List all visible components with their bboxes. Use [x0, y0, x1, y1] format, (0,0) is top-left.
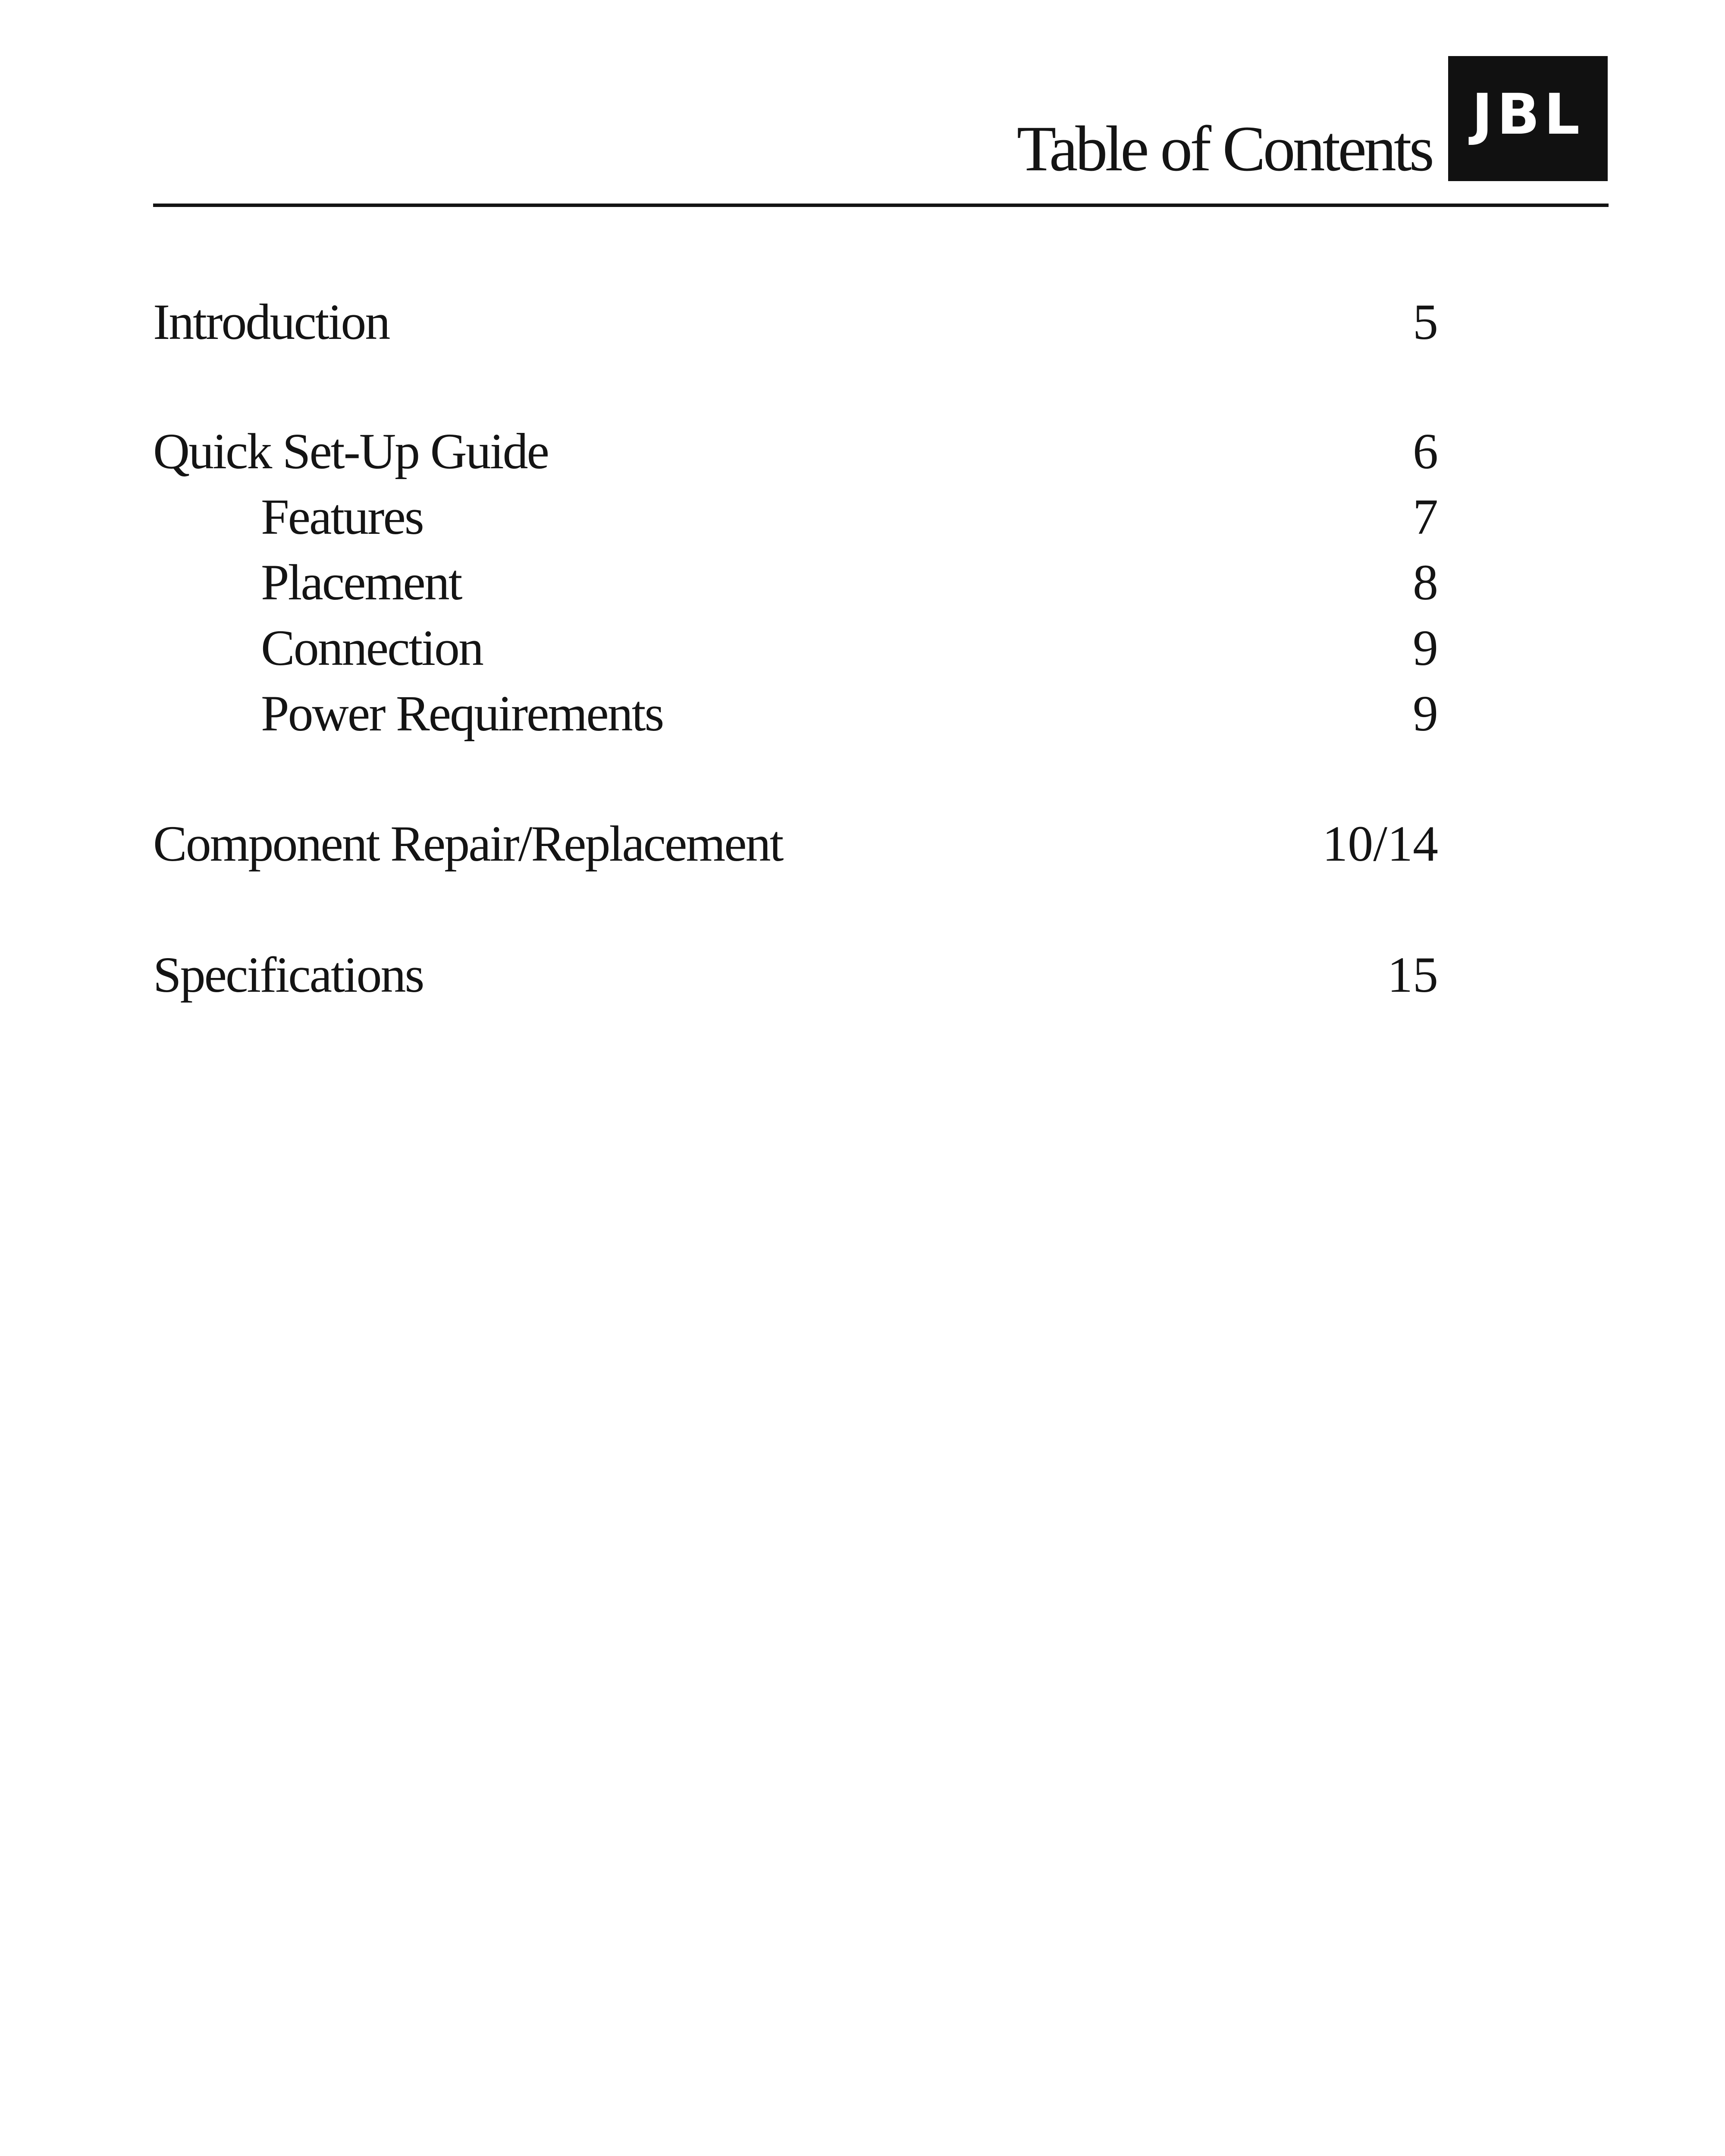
toc-entry-label: Placement — [261, 554, 461, 611]
toc-entry-label: Specifications — [153, 946, 423, 1003]
toc-entry-page: 8 — [1413, 554, 1438, 611]
toc-entry-label: Introduction — [153, 294, 389, 350]
toc-entry-power-requirements[interactable] — [261, 681, 1438, 746]
toc-entry-page: 10/14 — [1322, 815, 1438, 872]
toc-entry-label: Power Requirements — [261, 685, 663, 742]
toc-entry-quick-set-up-guide[interactable] — [153, 419, 1438, 484]
jbl-logo — [1448, 56, 1608, 181]
toc-entry-placement[interactable] — [261, 550, 1438, 615]
toc-entry-connection[interactable] — [261, 616, 1438, 680]
toc-entry-page: 9 — [1413, 620, 1438, 676]
toc-entry-component-repair[interactable] — [153, 812, 1438, 876]
toc-entry-page: 7 — [1413, 489, 1438, 545]
toc-entry-label: Features — [261, 489, 423, 545]
toc-entry-introduction[interactable] — [153, 290, 1438, 354]
toc-entry-label: Connection — [261, 620, 483, 676]
toc-entry-page: 5 — [1413, 294, 1438, 350]
toc-entry-features[interactable] — [261, 485, 1438, 549]
toc-entry-specifications[interactable] — [153, 943, 1438, 1007]
page-title: Table of Contents — [1016, 113, 1432, 185]
toc-entry-page: 6 — [1413, 423, 1438, 479]
jbl-logo-text: JBL — [1471, 81, 1584, 147]
toc-entry-page: 9 — [1413, 685, 1438, 742]
toc-entry-page: 15 — [1387, 946, 1438, 1003]
toc-entry-label: Quick Set-Up Guide — [153, 423, 549, 479]
toc-entry-label: Component Repair/Replacement — [153, 815, 783, 872]
header-rule — [153, 204, 1609, 207]
